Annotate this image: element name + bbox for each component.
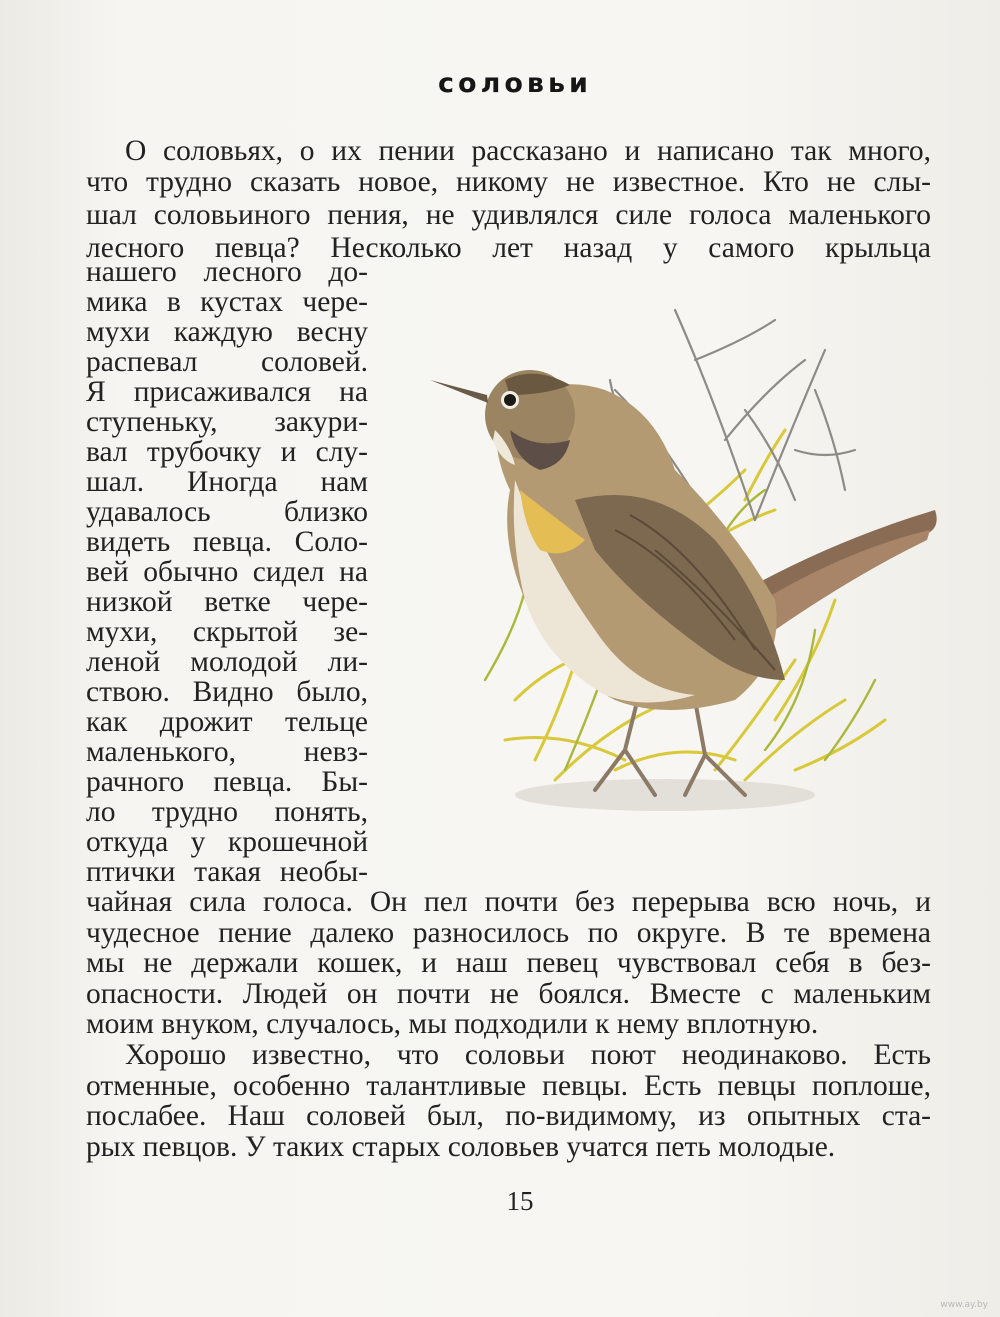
text-line: видеть певца. Соло- [86, 526, 368, 558]
text-line: О соловьях, о их пении рассказано и написано так много, [125, 135, 931, 167]
text-line: рачного певца. Бы- [86, 766, 368, 798]
page-number: 15 [506, 1186, 534, 1216]
text-line: лесного певца? Несколько лет назад у самого крыльца [86, 232, 931, 264]
text-line: рых певцов. У таких старых соловьев учатся петь молодые. [86, 1131, 836, 1163]
text-line: чайная сила голоса. Он пел почти без перерыва всю ночь, и [86, 886, 931, 918]
bird-beak [430, 380, 488, 403]
text-line: Я присаживался на [86, 376, 368, 408]
text-line: опасности. Людей он почти не боялся. Вместе с маленьким [86, 978, 931, 1010]
nightingale-illustration [415, 300, 955, 840]
text-line: мухи, скрытой зе- [86, 616, 368, 648]
text-line: ступеньку, закури- [86, 406, 368, 438]
text-line: удавалось близко [86, 496, 368, 528]
text-line: птички такая необы- [86, 856, 368, 888]
text-line: послабее. Наш соловей был, по-видимому, из опытных ста- [86, 1100, 931, 1132]
text-line: вал трубочку и слу- [86, 436, 368, 468]
text-line: ствою. Видно было, [86, 676, 368, 708]
text-line: маленького, невз- [86, 736, 368, 768]
text-line: отменные, особенно талантливые певцы. Есть певцы поплоше, [86, 1070, 931, 1102]
text-line: что трудно сказать новое, никому не известное. Кто не слы- [86, 166, 931, 198]
text-line: вей обычно сидел на [86, 556, 368, 588]
text-line: Хорошо известно, что соловьи поют неодинаково. Есть [125, 1039, 931, 1071]
text-line: шал соловьиного пения, не удивлялся силе голоса маленького [86, 199, 931, 231]
text-line: мика в кустах чере- [86, 286, 368, 318]
text-line: откуда у крошечной [86, 826, 368, 858]
text-line: ло трудно понять, [86, 796, 368, 828]
text-line: чудесное пение далеко разносилось по округе. В те времена [86, 917, 931, 949]
page-title: соловьи [438, 68, 592, 99]
text-line: мы не держали кошек, и наш певец чувствовал себя в без- [86, 947, 931, 979]
watermark: www.ay.by [940, 1300, 988, 1310]
text-line: как дрожит тельце [86, 706, 368, 738]
text-line: распевал соловей. [86, 346, 368, 378]
text-line: низкой ветке чере- [86, 586, 368, 618]
text-line: мухи каждую весну [86, 316, 368, 348]
text-line: леной молодой ли- [86, 646, 368, 678]
text-line: нашего лесного до- [86, 256, 368, 288]
text-line: моим внуком, случалось, мы подходили к нему вплотную. [86, 1008, 819, 1040]
text-line: шал. Иногда нам [86, 466, 368, 498]
